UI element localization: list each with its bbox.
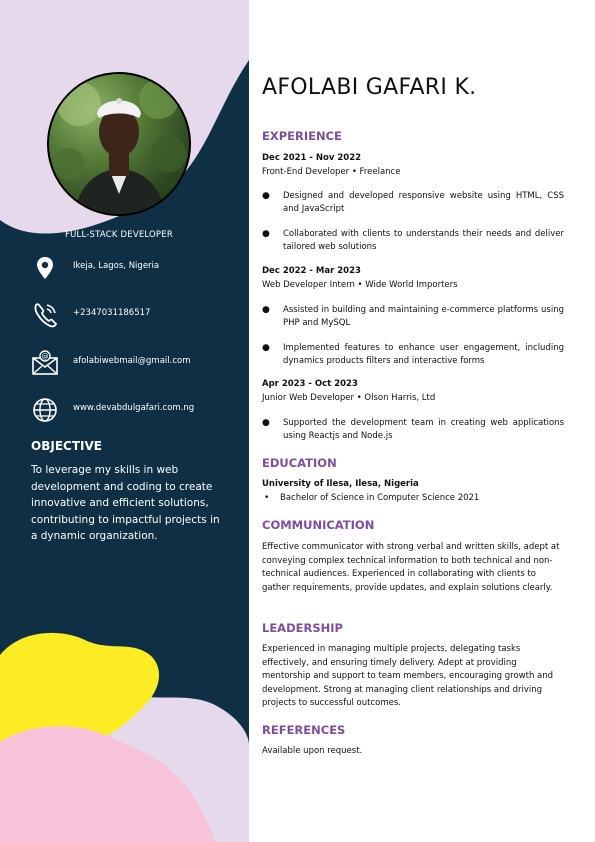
job-date: Dec 2022 - Mar 2023 (262, 266, 361, 276)
website-text[interactable]: www.devabdulgafari.com.ng (73, 403, 195, 413)
profile-photo (47, 72, 191, 216)
contact-location (30, 253, 240, 283)
phone-icon (30, 300, 60, 330)
bullet-icon: ● (262, 191, 270, 201)
job-role: Front-End Developer • Freelance (262, 167, 401, 177)
communication-text: Effective communicator with strong verbal and written skills, adept at conveying complex technical information to both technical and non-technical audiences. Experienced in collaborating with clients to gather requirements, provide updates, and explain solutions clearly. (262, 542, 560, 593)
globe-icon (30, 395, 60, 425)
bullet-icon: ● (262, 343, 270, 353)
bullet-icon: ● (262, 305, 270, 315)
job-title: FULL-STACK DEVELOPER (65, 230, 173, 240)
education-school: University of Ilesa, Ilesa, Nigeria (262, 479, 419, 489)
job-date: Apr 2023 - Oct 2023 (262, 379, 358, 389)
email-icon (30, 348, 60, 378)
bullet-icon: • (264, 493, 270, 503)
list-item: ● Assisted in building and maintaining e-commerce platforms using PHP and MySQL (262, 305, 564, 328)
references-heading: REFERENCES (262, 723, 346, 737)
experience-heading: EXPERIENCE (262, 129, 342, 143)
objective-heading: OBJECTIVE (31, 439, 102, 453)
leadership-heading: LEADERSHIP (262, 621, 343, 635)
list-item: ● Implemented features to enhance user engagement, including dynamics products filters and interactive forms (262, 343, 564, 366)
bullet-icon: ● (262, 418, 270, 428)
sidebar (0, 0, 249, 842)
education-heading: EDUCATION (262, 456, 337, 470)
contact-phone (30, 300, 240, 330)
list-item: ● Collaborated with clients to understands their needs and deliver tailored web solutions (262, 229, 564, 252)
list-item: ● Supported the development team in creating web applications using Reactjs and Node.js (262, 418, 564, 441)
job-date: Dec 2021 - Nov 2022 (262, 153, 362, 163)
bullet-icon: ● (262, 229, 270, 239)
objective-text: To leverage my skills in web development and coding to create innovative and efficient solutions, contributing to impactful projects in a dynamic organization. (31, 464, 220, 542)
full-name: AFOLABI GAFARI K. (262, 75, 477, 100)
location-pin-icon (30, 253, 60, 283)
references-text: Available upon request. (262, 746, 363, 756)
contact-email (30, 348, 240, 378)
list-item: ● Designed and developed responsive website using HTML, CSS and JavaScript (262, 191, 564, 214)
communication-heading: COMMUNICATION (262, 518, 375, 532)
contact-website (30, 395, 240, 425)
list-item: • Bachelor of Science in Computer Science 2021 (264, 493, 480, 503)
phone-text[interactable]: +2347031186517 (73, 308, 151, 318)
job-role: Junior Web Developer • Olson Harris, Ltd (262, 393, 436, 403)
svg-text:@: @ (41, 352, 49, 361)
email-text[interactable]: afolabiwebmail@gmail.com (73, 356, 191, 366)
job-role: Web Developer Intern • Wide World Importers (262, 280, 458, 290)
leadership-text: Experienced in managing multiple projects, delegating tasks effectively, and ensuring timely delivery. Adept at providing mentorship and support to team members, encouraging growth and development. Strong at managing client relationships and driving projects to successful outcomes. (262, 644, 554, 708)
location-text: Ikeja, Lagos, Nigeria (73, 261, 160, 271)
